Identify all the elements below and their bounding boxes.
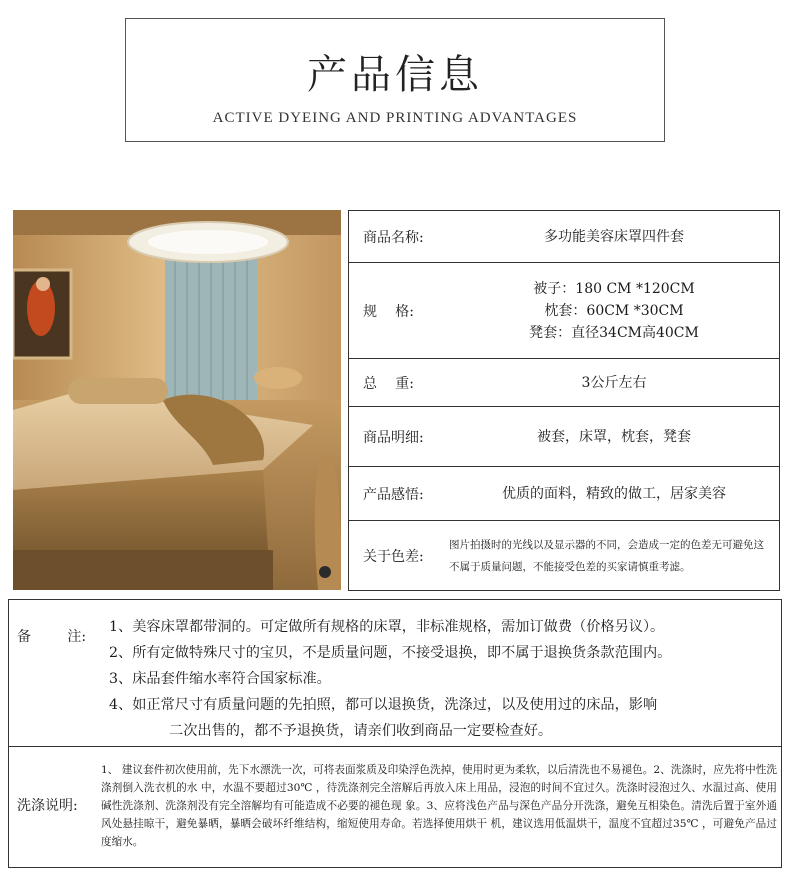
- spec-label-name: 商品名称:: [363, 229, 424, 246]
- title-box: [125, 18, 665, 142]
- spec-table: [348, 210, 780, 592]
- remark-item-2: 2、所有定做特殊尺寸的宝贝，不是质量问题，不接受退换，即不属于退换货条款范围内。: [109, 645, 672, 661]
- spec-value-weight: 3公斤左右: [581, 374, 647, 391]
- spec-value-detail: 被套，床罩，枕套，凳套: [537, 428, 691, 445]
- wash-box: [8, 747, 782, 868]
- wash-text: 1、 建议套件初次使用前，先下水漂洗一次，可将表面浆质及印染浮色洗掉，使用时更为柔软，以后清洗也不易褪色。2、洗涤时，应先将中性洗涤剂倒入洗衣机的水 中，水温不要超过30℃ ，待洗涤剂完全溶解后再放入床上用品，浸泡的时间不宜过久。洗涤时浸泡过久、水温过高、使用碱性洗涤剂、洗涤剂没有完全溶解均有可能造成不必要的褪色现 象。3、应将浅色产品与深色产品分开洗涤，避免互相染色。清洗后置于室外通风处悬挂晾干，避免暴晒，暴晒会破坏纤维结构，缩短使用寿命。若选择使用烘干 机，建议选用低温烘干，温度不宜超过35℃ ，可避免产品过度缩水。: [101, 764, 777, 848]
- spec-label-color: 关于色差:: [363, 548, 424, 565]
- spec-row-size: [348, 263, 780, 359]
- spec-row-color: [348, 521, 780, 591]
- spec-value-color: 图片拍摄时的光线以及显示器的不同，会造成一定的色差无可避免这不属于质量问题，不能接受色差的买家请慎重考滤。: [449, 538, 764, 573]
- remarks-box: [8, 599, 782, 747]
- size-line-pillow: 枕套：60CM *30CM: [544, 302, 684, 319]
- remarks-list: [109, 614, 671, 744]
- spec-value-feel: 优质的面料，精致的做工，居家美容: [502, 485, 726, 502]
- spec-value-name: 多功能美容床罩四件套: [544, 228, 684, 245]
- page-title: 产品信息: [307, 52, 483, 98]
- spec-label-size: 规格:: [363, 303, 414, 320]
- size-line-quilt: 被子：180 CM *120CM: [533, 280, 695, 297]
- spec-label-feel: 产品感悟:: [363, 486, 424, 503]
- remark-item-3: 3、床品套件缩水率符合国家标准。: [109, 671, 331, 687]
- beauty-bed-photo: [13, 210, 341, 590]
- remark-item-4-cont: 二次出售的，都不予退换货，请亲们收到商品一定要检查好。: [169, 723, 553, 739]
- bed-illustration-icon: [13, 210, 341, 590]
- spec-row-name: [348, 211, 780, 263]
- spec-label-weight: 总重:: [363, 375, 414, 392]
- remarks-label: 备注:: [17, 629, 87, 645]
- spec-row-weight: [348, 359, 780, 407]
- spec-row-feel: [348, 467, 780, 521]
- wash-label: 洗涤说明:: [17, 798, 78, 814]
- size-line-stool: 凳套：直径34CM高40CM: [529, 324, 699, 341]
- spec-row-detail: [348, 407, 780, 467]
- remark-item-1: 1、美容床罩都带洞的。可定做所有规格的床罩，非标准规格，需加订做费（价格另议）。: [109, 619, 665, 635]
- spec-value-size: [449, 278, 779, 344]
- remark-item-4: 4、如正常尺寸有质量问题的先拍照，都可以退换货，洗涤过，以及使用过的床品，影响: [109, 697, 658, 713]
- page-subtitle: ACTIVE DYEING AND PRINTING ADVANTAGES: [212, 110, 578, 126]
- spec-label-detail: 商品明细:: [363, 429, 424, 446]
